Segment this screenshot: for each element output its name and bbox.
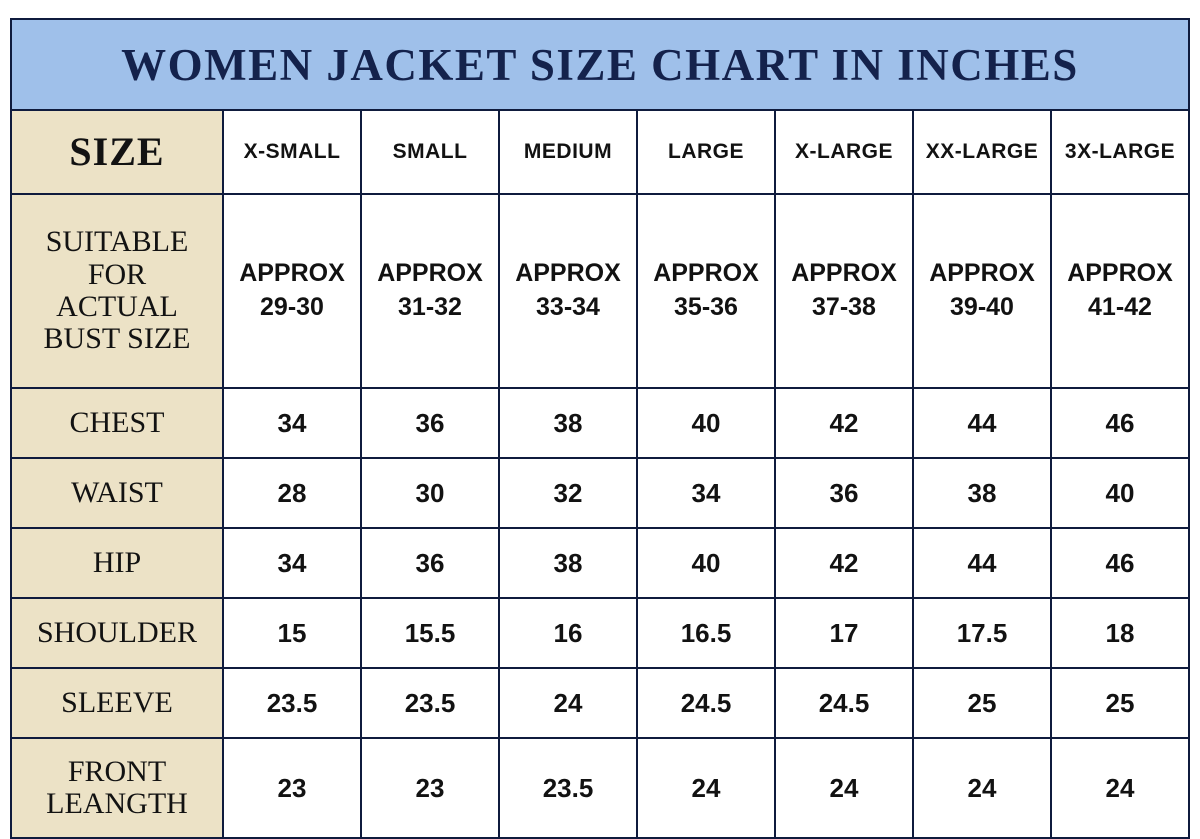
row-header-shoulder: SHOULDER [11, 598, 223, 668]
cell-bust-3x-large-line1: APPROX [1067, 259, 1173, 288]
row-header-bust [11, 194, 223, 388]
cell-bust-x-large-line2: 37-38 [812, 293, 876, 321]
cell-hip-xx-large: 44 [913, 528, 1051, 598]
row-header-chest: CHEST [11, 388, 223, 458]
cell-waist-xx-large: 38 [913, 458, 1051, 528]
cell-bust-large-line2: 35-36 [674, 293, 738, 321]
cell-sleeve-medium: 24 [499, 668, 637, 738]
cell-waist-x-large: 36 [775, 458, 913, 528]
table-row-bust [11, 194, 1189, 388]
cell-shoulder-large: 16.5 [637, 598, 775, 668]
column-header-3x-large: 3X-LARGE [1051, 110, 1189, 194]
page-title: WOMEN JACKET SIZE CHART IN INCHES [121, 39, 1079, 90]
cell-bust-xx-large [913, 194, 1051, 388]
column-header-x-small: X-SMALL [223, 110, 361, 194]
row-header-bust-line3: ACTUAL [56, 290, 178, 323]
column-header-xx-large: XX-LARGE [913, 110, 1051, 194]
cell-bust-large-line1: APPROX [653, 259, 759, 288]
cell-chest-3x-large: 46 [1051, 388, 1189, 458]
cell-bust-x-small [223, 194, 361, 388]
cell-sleeve-small: 23.5 [361, 668, 499, 738]
cell-waist-small: 30 [361, 458, 499, 528]
cell-sleeve-large: 24.5 [637, 668, 775, 738]
row-header-sleeve: SLEEVE [11, 668, 223, 738]
cell-waist-medium: 32 [499, 458, 637, 528]
cell-front-leangth-medium: 23.5 [499, 738, 637, 838]
cell-front-leangth-x-small: 23 [223, 738, 361, 838]
row-header-bust-line1: SUITABLE [45, 225, 189, 259]
corner-label: SIZE [11, 110, 223, 194]
cell-bust-medium [499, 194, 637, 388]
cell-hip-x-small: 34 [223, 528, 361, 598]
cell-waist-x-small: 28 [223, 458, 361, 528]
table-row-shoulder [11, 598, 1189, 668]
cell-hip-medium: 38 [499, 528, 637, 598]
cell-bust-x-large-line1: APPROX [791, 259, 897, 288]
row-header-front-leangth [11, 738, 223, 838]
cell-hip-x-large: 42 [775, 528, 913, 598]
row-header-bust-line4: BUST SIZE [43, 322, 191, 356]
row-header-hip: HIP [11, 528, 223, 598]
cell-front-leangth-x-large: 24 [775, 738, 913, 838]
column-header-medium: MEDIUM [499, 110, 637, 194]
cell-chest-medium: 38 [499, 388, 637, 458]
cell-shoulder-medium: 16 [499, 598, 637, 668]
size-chart-table [10, 109, 1190, 839]
cell-bust-xx-large-line2: 39-40 [950, 293, 1014, 321]
cell-bust-x-small-line2: 29-30 [260, 293, 324, 321]
row-header-front-leangth-line1: FRONT [67, 754, 167, 788]
table-row-front-leangth [11, 738, 1189, 838]
cell-waist-large: 34 [637, 458, 775, 528]
cell-front-leangth-small: 23 [361, 738, 499, 838]
cell-front-leangth-xx-large: 24 [913, 738, 1051, 838]
cell-sleeve-3x-large: 25 [1051, 668, 1189, 738]
cell-bust-small-line1: APPROX [377, 259, 483, 288]
cell-sleeve-x-small: 23.5 [223, 668, 361, 738]
cell-front-leangth-3x-large: 24 [1051, 738, 1189, 838]
cell-shoulder-x-small: 15 [223, 598, 361, 668]
cell-hip-3x-large: 46 [1051, 528, 1189, 598]
cell-bust-xx-large-line1: APPROX [929, 259, 1035, 288]
table-row-sleeve [11, 668, 1189, 738]
cell-sleeve-xx-large: 25 [913, 668, 1051, 738]
cell-shoulder-x-large: 17 [775, 598, 913, 668]
cell-bust-x-large [775, 194, 913, 388]
cell-hip-large: 40 [637, 528, 775, 598]
cell-bust-large [637, 194, 775, 388]
table-row-chest [11, 388, 1189, 458]
row-header-waist: WAIST [11, 458, 223, 528]
cell-bust-small [361, 194, 499, 388]
row-header-bust-line2: FOR [87, 257, 147, 291]
chart-title-bar [10, 18, 1190, 111]
cell-chest-xx-large: 44 [913, 388, 1051, 458]
table-row-header [11, 110, 1189, 194]
cell-front-leangth-large: 24 [637, 738, 775, 838]
cell-shoulder-small: 15.5 [361, 598, 499, 668]
column-header-large: LARGE [637, 110, 775, 194]
row-header-front-leangth-line2: LEANGTH [46, 787, 188, 820]
cell-bust-medium-line1: APPROX [515, 259, 621, 288]
cell-bust-medium-line2: 33-34 [536, 293, 600, 321]
cell-waist-3x-large: 40 [1051, 458, 1189, 528]
size-chart [10, 18, 1190, 820]
cell-chest-large: 40 [637, 388, 775, 458]
cell-shoulder-xx-large: 17.5 [913, 598, 1051, 668]
cell-bust-x-small-line1: APPROX [239, 259, 345, 288]
column-header-small: SMALL [361, 110, 499, 194]
cell-chest-x-large: 42 [775, 388, 913, 458]
table-row-hip [11, 528, 1189, 598]
column-header-x-large: X-LARGE [775, 110, 913, 194]
cell-sleeve-x-large: 24.5 [775, 668, 913, 738]
cell-bust-3x-large-line2: 41-42 [1088, 293, 1152, 321]
cell-hip-small: 36 [361, 528, 499, 598]
cell-chest-small: 36 [361, 388, 499, 458]
table-row-waist [11, 458, 1189, 528]
cell-bust-small-line2: 31-32 [398, 293, 462, 321]
cell-shoulder-3x-large: 18 [1051, 598, 1189, 668]
cell-chest-x-small: 34 [223, 388, 361, 458]
cell-bust-3x-large [1051, 194, 1189, 388]
